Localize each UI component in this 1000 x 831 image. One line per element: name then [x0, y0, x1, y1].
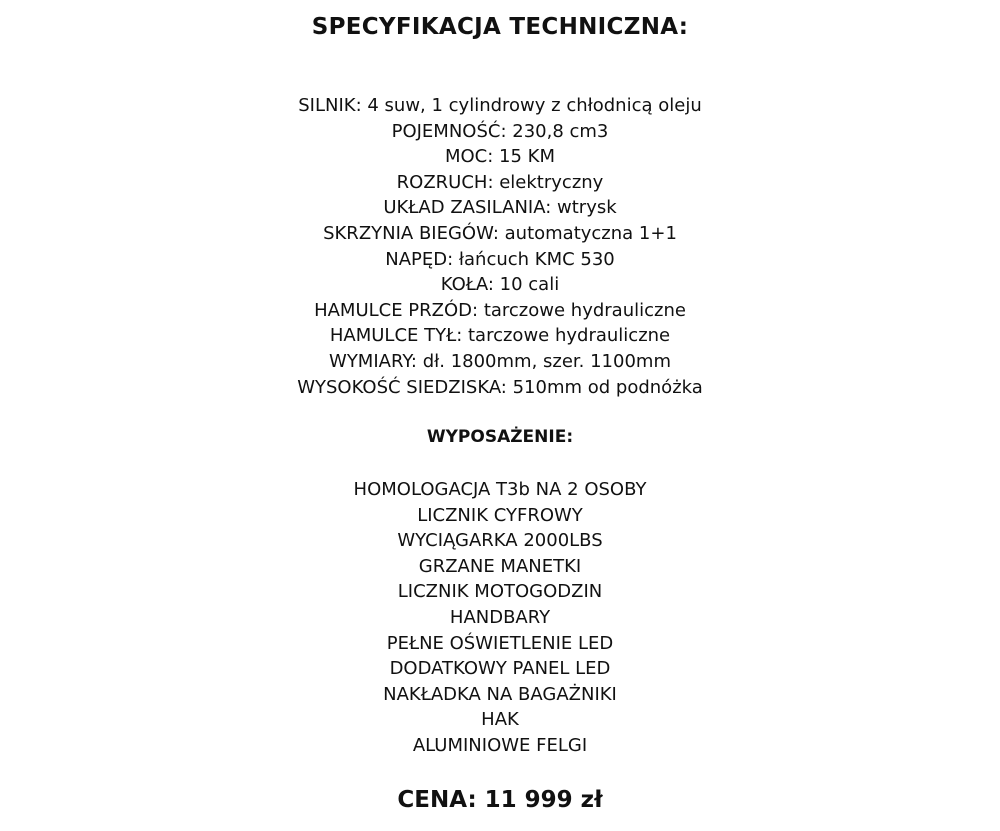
spec-item: MOC: 15 KM: [444, 146, 555, 168]
spec-item: KOŁA: 10 cali: [440, 274, 560, 296]
equipment-item: WYCIĄGARKA 2000LBS: [397, 530, 603, 552]
equipment-item: HOMOLOGACJA T3b NA 2 OSOBY: [353, 479, 647, 500]
equipment-item: DODATKOWY PANEL LED: [389, 658, 611, 680]
equipment-item: HAK: [481, 709, 519, 731]
equipment-item: LICZNIK MOTOGODZIN: [397, 581, 603, 603]
spec-item: SILNIK: 4 suw, 1 cylindrowy z chłodnicą oleju: [298, 95, 702, 116]
spec-item: UKŁAD ZASILANIA: wtrysk: [383, 197, 617, 219]
equipment-item: LICZNIK CYFROWY: [417, 504, 583, 526]
spec-list: [0, 93, 1000, 400]
equipment-item: PEŁNE OŚWIETLENIE LED: [386, 632, 614, 654]
page-title: SPECYFIKACJA TECHNICZNA:: [311, 14, 689, 40]
spec-item: POJEMNOŚĆ: 230,8 cm3: [391, 120, 609, 142]
spec-item: WYMIARY: dł. 1800mm, szer. 1100mm: [329, 350, 671, 372]
spec-item: SKRZYNIA BIEGÓW: automatyczna 1+1: [323, 222, 677, 244]
equipment-item: NAKŁADKA NA BAGAŻNIKI: [383, 683, 617, 705]
spec-item: HAMULCE PRZÓD: tarczowe hydrauliczne: [314, 299, 686, 321]
equipment-item: ALUMINIOWE FELGI: [412, 734, 588, 756]
spec-item: ROZRUCH: elektryczny: [396, 171, 604, 193]
spec-item: NAPĘD: łańcuch KMC 530: [385, 248, 615, 270]
spec-item: HAMULCE TYŁ: tarczowe hydrauliczne: [329, 325, 671, 347]
equipment-list: [0, 477, 1000, 759]
equipment-item: GRZANE MANETKI: [418, 555, 582, 577]
spec-item: WYSOKOŚĆ SIEDZISKA: 510mm od podnóżka: [297, 376, 703, 398]
price-label: CENA: 11 999 zł: [397, 787, 603, 813]
equipment-heading: WYPOSAŻENIE:: [426, 427, 574, 447]
equipment-item: HANDBARY: [449, 606, 551, 628]
